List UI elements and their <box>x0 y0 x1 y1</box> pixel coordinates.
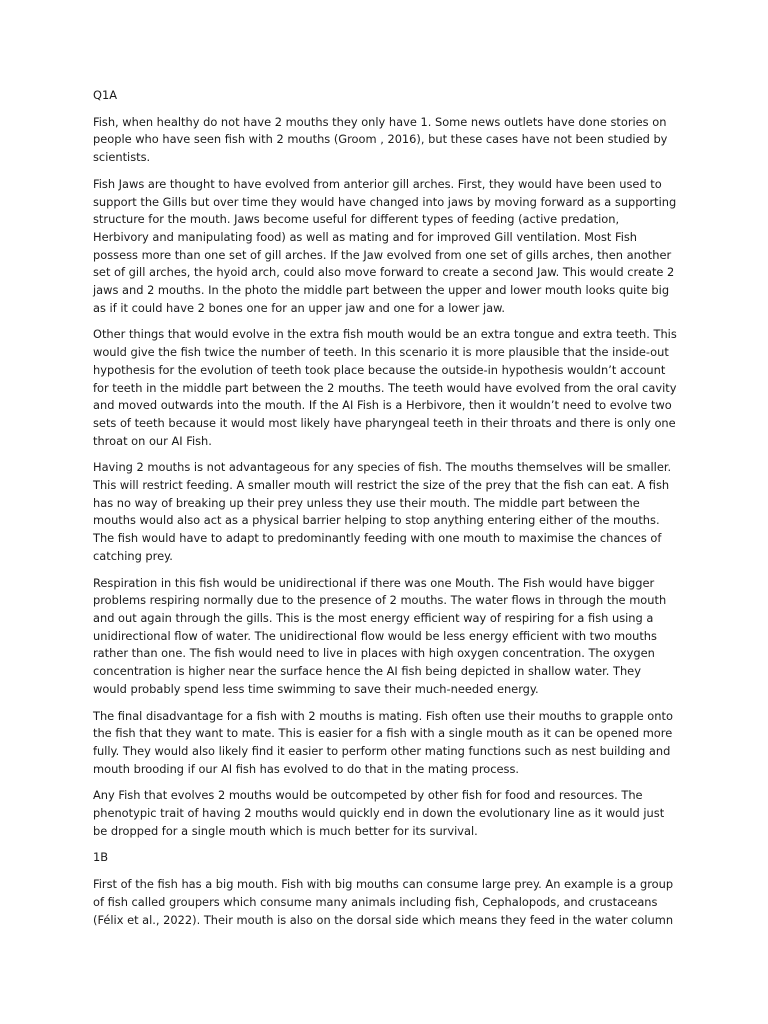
section-heading-q1a: Q1A <box>93 88 118 102</box>
paragraph-q1a-4: Having 2 mouths is not advantageous for any species of fish. The mouths themselves will be smaller. This will restrict feeding. A smaller mouth will restrict the size of the prey that the fish can eat. A fish has no way of breaking up their prey unless they use their mouth. The middle part between the mouths would also act as a physical barrier helping to stop anything entering either of the mouths. The fish would have to adapt to predominantly feeding with one mouth to maximise the chances of catching prey. <box>93 460 672 563</box>
paragraph-q1a-2: Fish Jaws are thought to have evolved from anterior gill arches. First, they would have been used to support the Gills but over time they would have changed into jaws by moving forward as a supporting structure for the mouth. Jaws become useful for different types of feeding (active predation, Herbivory and manipulating food) as well as mating and for improved Gill ventilation. Most Fish possess more than one set of gill arches. If the Jaw evolved from one set of gills arches, then another set of gill arches, the hyoid arch, could also move forward to create a second Jaw. This would create 2 jaws and 2 mouths. In the photo the middle part between the upper and lower mouth looks quite big as if it could have 2 bones one for an upper jaw and one for a lower jaw. <box>93 176 677 315</box>
paragraph-q1a-1: Fish, when healthy do not have 2 mouths they only have 1. Some news outlets have done stories on people who have seen fish with 2 mouths (Groom , 2016), but these cases have not been studied by scientists. <box>93 114 668 165</box>
paragraph-1b-1: First of the fish has a big mouth. Fish with big mouths can consume large prey. An example is a group of fish called groupers which consume many animals including fish, Cephalopods, and crustaceans (Félix et al., 2022). Their mouth is also on the dorsal side which means they feed in the water column <box>93 877 674 927</box>
paragraph-q1a-5: Respiration in this fish would be unidirectional if there was one Mouth. The Fish would have bigger problems respiring normally due to the presence of 2 mouths. The water flows in through the mouth and out again through the gills. This is the most energy efficient way of respiring for a fish using a unidirectional flow of water. The unidirectional flow would be less energy efficient with two mouths rather than one. The fish would need to live in places with high oxygen concentration. The oxygen concentration is higher near the surface hence the AI fish being depicted in shallow water. They would probably spend less time swimming to save their much-needed energy. <box>93 575 667 696</box>
section-heading-1b: 1B <box>93 850 109 865</box>
paragraph-q1a-3: Other things that would evolve in the extra fish mouth would be an extra tongue and extra teeth. This would give the fish twice the number of teeth. In this scenario it is more plausible that the inside-out hypothesis for the evolution of teeth took place because the outside-in hypothesis wouldn’t account for teeth in the middle part between the 2 mouths. The teeth would have evolved from the oral cavity and moved outwards into the mouth. If the AI Fish is a Herbivore, then it wouldn’t need to evolve two sets of teeth because it would most likely have pharyngeal teeth in their throats and there is only one throat on our AI Fish. <box>93 327 677 448</box>
paragraph-q1a-7: Any Fish that evolves 2 mouths would be outcompeted by other fish for food and resources. The phenotypic trait of having 2 mouths would quickly end in down the evolutionary line as it would just be dropped for a single mouth which is much better for its survival. <box>93 788 665 838</box>
document-body <box>93 87 678 938</box>
paragraph-q1a-6: The final disadvantage for a fish with 2 mouths is mating. Fish often use their mouths to grapple onto the fish that they want to mate. This is easier for a fish with a single mouth as it can be opened more fully. They would also likely find it easier to perform other mating functions such as nest building and mouth brooding if our AI fish has evolved to do that in the mating process. <box>93 708 673 776</box>
